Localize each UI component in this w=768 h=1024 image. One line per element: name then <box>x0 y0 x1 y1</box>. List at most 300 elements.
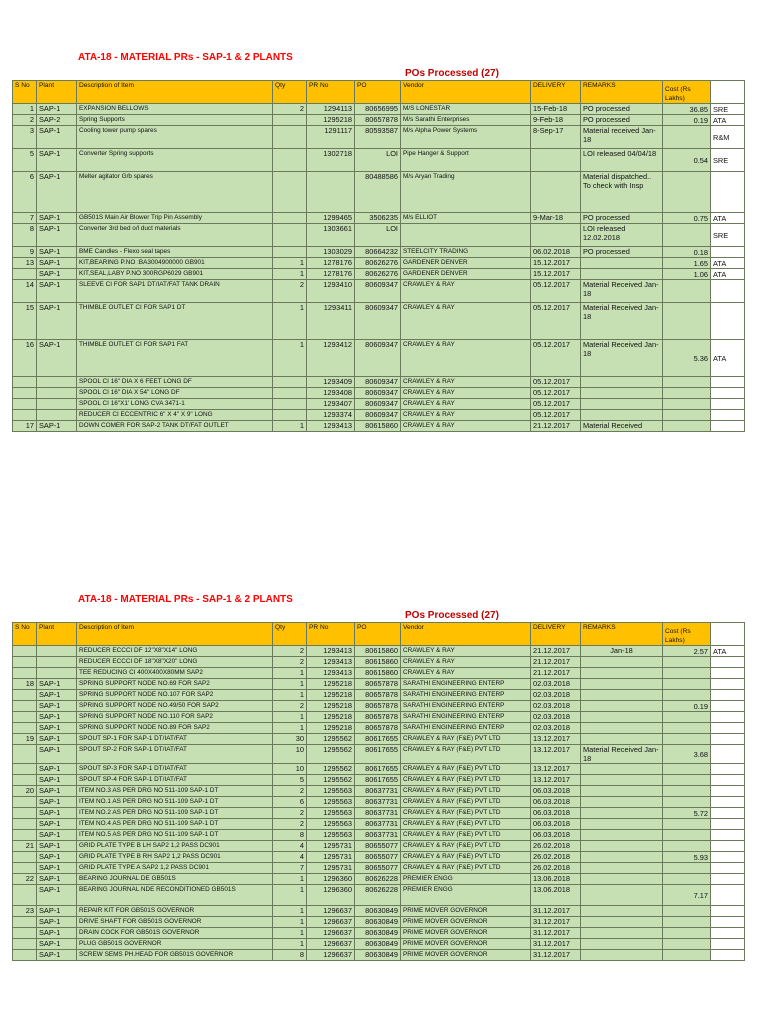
cell-delivery: 05.12.2017 <box>531 303 581 340</box>
cell-po: 80615860 <box>355 657 401 668</box>
cell-qty: 1 <box>273 885 307 906</box>
cell-sno: 14 <box>13 280 37 303</box>
cell-qty: 1 <box>273 723 307 734</box>
cell-remarks: Material received Jan-18 <box>581 126 663 149</box>
cell-qty: 2 <box>273 657 307 668</box>
cell-plant: SAP-1 <box>37 701 77 712</box>
cell-tag <box>711 421 745 432</box>
cell-delivery: 9-Feb-18 <box>531 115 581 126</box>
cell-cost: 0.19 <box>663 701 711 712</box>
cell-pr: 1295562 <box>307 764 355 775</box>
cell-cost <box>663 830 711 841</box>
cell-vendor: PRIME MOVER GOVERNOR <box>401 939 531 950</box>
table-row <box>13 885 745 906</box>
cell-sno: 5 <box>13 149 37 172</box>
cell-pr: 1296637 <box>307 939 355 950</box>
cell-vendor: M/s Aryan Trading <box>401 172 531 213</box>
cell-qty: 2 <box>273 701 307 712</box>
cell-plant: SAP-1 <box>37 723 77 734</box>
cell-pr: 1295563 <box>307 830 355 841</box>
cell-po: 80609347 <box>355 410 401 421</box>
cell-qty: 1 <box>273 679 307 690</box>
cell-plant <box>37 646 77 657</box>
cell-plant: SAP-1 <box>37 819 77 830</box>
cell-sno: 17 <box>13 421 37 432</box>
cell-remarks <box>581 258 663 269</box>
cell-po: 80615860 <box>355 668 401 679</box>
table-body-1 <box>13 104 745 432</box>
cell-pr: 1295731 <box>307 863 355 874</box>
cell-sno: 22 <box>13 874 37 885</box>
col-prno: PR No <box>307 623 355 646</box>
cell-desc: ITEM NO.1 AS PER DRG NO 511-109 SAP-1 DT <box>77 797 273 808</box>
table-row <box>13 657 745 668</box>
table-row <box>13 247 745 258</box>
cell-vendor: M/s Sarathi Enterprises <box>401 115 531 126</box>
page-title: ATA-18 - MATERIAL PRs - SAP-1 & 2 PLANTS <box>78 594 293 605</box>
cell-pr: 1295218 <box>307 701 355 712</box>
cell-plant <box>37 668 77 679</box>
cell-plant <box>37 657 77 668</box>
cell-remarks <box>581 786 663 797</box>
cell-delivery: 21.12.2017 <box>531 421 581 432</box>
cell-tag <box>711 172 745 213</box>
cell-plant: SAP-1 <box>37 775 77 786</box>
cell-cost <box>663 874 711 885</box>
table-row <box>13 928 745 939</box>
cell-remarks <box>581 939 663 950</box>
cell-plant: SAP-1 <box>37 863 77 874</box>
cell-remarks <box>581 797 663 808</box>
cell-tag: ATA <box>711 213 745 224</box>
cell-desc: ITEM NO.4 AS PER DRG NO 511-109 SAP-1 DT <box>77 819 273 830</box>
cell-vendor: CRAWLEY & RAY (F&E) PVT LTD <box>401 786 531 797</box>
cell-plant: SAP-2 <box>37 115 77 126</box>
table-row <box>13 786 745 797</box>
cell-pr: 1293408 <box>307 388 355 399</box>
cell-delivery: 13.12.2017 <box>531 734 581 745</box>
cell-po: 80657878 <box>355 712 401 723</box>
cell-qty: 6 <box>273 797 307 808</box>
table-row <box>13 939 745 950</box>
cell-remarks: LOI released 12.02.2018 <box>581 224 663 247</box>
cell-sno <box>13 830 37 841</box>
col-delivery: DELIVERY <box>531 81 581 104</box>
cell-tag <box>711 657 745 668</box>
cell-remarks <box>581 764 663 775</box>
cell-qty <box>273 377 307 388</box>
cell-plant: SAP-1 <box>37 917 77 928</box>
col-blank <box>711 623 745 646</box>
cell-qty: 2 <box>273 280 307 303</box>
col-po: PO <box>355 623 401 646</box>
cell-tag <box>711 808 745 819</box>
cell-remarks <box>581 928 663 939</box>
cell-po: 80656995 <box>355 104 401 115</box>
cell-desc: KIT,BEARING P.NO :BA3004900000 GB901 <box>77 258 273 269</box>
cell-remarks: PO processed <box>581 104 663 115</box>
cell-po: 80637731 <box>355 797 401 808</box>
cell-po: 80630849 <box>355 917 401 928</box>
cell-remarks <box>581 723 663 734</box>
cell-cost <box>663 657 711 668</box>
page-title: ATA-18 - MATERIAL PRs - SAP-1 & 2 PLANTS <box>78 52 293 63</box>
cell-pr: 1296637 <box>307 950 355 961</box>
cell-remarks <box>581 819 663 830</box>
cell-po: 80657878 <box>355 723 401 734</box>
cell-plant: SAP-1 <box>37 172 77 213</box>
cell-desc: KIT,SEAL,LABY P.NO 300RGP6029 GB901 <box>77 269 273 280</box>
cell-desc: GRID PLATE TYPE B LH SAP2 1,2 PASS DC901 <box>77 841 273 852</box>
cell-delivery: 15.12.2017 <box>531 258 581 269</box>
cell-vendor: CRAWLEY & RAY <box>401 377 531 388</box>
cell-delivery: 26.02.2018 <box>531 841 581 852</box>
cell-remarks: PO processed <box>581 213 663 224</box>
cell-desc: Spring Supports <box>77 115 273 126</box>
cell-po: 80626228 <box>355 874 401 885</box>
cell-vendor: SARATHI ENGINEERING ENTERP <box>401 712 531 723</box>
cell-cost <box>663 679 711 690</box>
cell-cost <box>663 377 711 388</box>
cell-pr: 1294113 <box>307 104 355 115</box>
table-row <box>13 421 745 432</box>
cell-delivery: 06.02.2018 <box>531 247 581 258</box>
cell-delivery: 05.12.2017 <box>531 280 581 303</box>
cell-sno: 20 <box>13 786 37 797</box>
cell-pr: 1278176 <box>307 258 355 269</box>
cell-plant: SAP-1 <box>37 224 77 247</box>
po-table-2 <box>12 622 745 961</box>
cell-desc: PLUG GB501S GOVERNOR <box>77 939 273 950</box>
cell-sno <box>13 950 37 961</box>
cell-sno <box>13 797 37 808</box>
cell-po: 80630849 <box>355 906 401 917</box>
cell-sno <box>13 269 37 280</box>
cell-tag <box>711 280 745 303</box>
cell-pr: 1296360 <box>307 885 355 906</box>
table-body-2 <box>13 646 745 961</box>
cell-qty <box>273 399 307 410</box>
cell-cost: 0.19 <box>663 115 711 126</box>
cell-delivery: 31.12.2017 <box>531 928 581 939</box>
cell-cost <box>663 786 711 797</box>
cell-vendor: STEELCITY TRADING <box>401 247 531 258</box>
cell-delivery: 31.12.2017 <box>531 939 581 950</box>
cell-cost <box>663 126 711 149</box>
cell-cost <box>663 863 711 874</box>
cell-delivery: 06.03.2018 <box>531 797 581 808</box>
cell-desc: GB501S Main Air Blower Trip Pin Assembly <box>77 213 273 224</box>
cell-cost <box>663 939 711 950</box>
cell-qty: 1 <box>273 668 307 679</box>
cell-po: 80617655 <box>355 734 401 745</box>
cell-delivery: 13.06.2018 <box>531 885 581 906</box>
cell-delivery: 02.03.2018 <box>531 679 581 690</box>
col-cost: Cost (Rs Lakhs) <box>663 81 711 104</box>
cell-sno <box>13 745 37 764</box>
table-row <box>13 852 745 863</box>
cell-tag: ATA <box>711 269 745 280</box>
cell-remarks <box>581 734 663 745</box>
cell-pr: 1295562 <box>307 745 355 764</box>
cell-po: 80609347 <box>355 377 401 388</box>
cell-remarks: Material Received Jan-18 <box>581 280 663 303</box>
cell-qty: 1 <box>273 690 307 701</box>
cell-sno: 18 <box>13 679 37 690</box>
cell-remarks <box>581 775 663 786</box>
cell-cost <box>663 421 711 432</box>
cell-po: 80617655 <box>355 745 401 764</box>
cell-desc: SPOOL CI 16" DIA X 54" LONG DF <box>77 388 273 399</box>
cell-plant: SAP-1 <box>37 950 77 961</box>
cell-po: 3506235 <box>355 213 401 224</box>
cell-tag <box>711 679 745 690</box>
cell-plant: SAP-1 <box>37 939 77 950</box>
cell-delivery: 13.12.2017 <box>531 775 581 786</box>
cell-cost: 0.54 <box>663 149 711 172</box>
cell-plant: SAP-1 <box>37 906 77 917</box>
cell-desc: SCREW SEMS PH.HEAD FOR GB501S GOVERNOR <box>77 950 273 961</box>
cell-pr: 1295562 <box>307 734 355 745</box>
cell-qty: 1 <box>273 906 307 917</box>
cell-vendor: PREMIER ENGG <box>401 885 531 906</box>
cell-po: 80609347 <box>355 388 401 399</box>
cell-vendor: GARDENER DENVER <box>401 258 531 269</box>
cell-desc: REDUCER ECCCI DF 18"X8"X20" LONG <box>77 657 273 668</box>
cell-sno: 8 <box>13 224 37 247</box>
cell-qty: 5 <box>273 775 307 786</box>
cell-desc: GRID PLATE TYPE A SAP2 1,2 PASS DC901 <box>77 863 273 874</box>
table-row <box>13 797 745 808</box>
table-row <box>13 950 745 961</box>
cell-sno <box>13 668 37 679</box>
table-row <box>13 830 745 841</box>
cell-tag <box>711 819 745 830</box>
cell-remarks <box>581 885 663 906</box>
cell-sno <box>13 764 37 775</box>
cell-tag: SRE <box>711 149 745 172</box>
cell-vendor: PREMIER ENGG <box>401 874 531 885</box>
col-desc: Description of Item <box>77 623 273 646</box>
cell-tag: SRE <box>711 104 745 115</box>
cell-vendor: M/s ELLIOT <box>401 213 531 224</box>
cell-qty: 1 <box>273 874 307 885</box>
cell-cost <box>663 303 711 340</box>
col-vendor: Vendor <box>401 623 531 646</box>
table-row <box>13 819 745 830</box>
cell-pr: 1295563 <box>307 786 355 797</box>
cell-sno <box>13 410 37 421</box>
table-row <box>13 874 745 885</box>
cell-delivery: 05.12.2017 <box>531 399 581 410</box>
cell-tag <box>711 885 745 906</box>
table-row <box>13 269 745 280</box>
cell-delivery: 13.06.2018 <box>531 874 581 885</box>
col-remarks: REMARKS <box>581 623 663 646</box>
cell-po: 80626276 <box>355 269 401 280</box>
cell-vendor: CRAWLEY & RAY (F&E) PVT LTD <box>401 808 531 819</box>
cell-po: 80637731 <box>355 786 401 797</box>
col-remarks: REMARKS <box>581 81 663 104</box>
cell-plant: SAP-1 <box>37 928 77 939</box>
cell-plant <box>37 388 77 399</box>
col-po: PO <box>355 81 401 104</box>
cell-cost <box>663 906 711 917</box>
cell-remarks: PO processed <box>581 247 663 258</box>
cell-remarks <box>581 917 663 928</box>
cell-qty <box>273 172 307 213</box>
cell-vendor: CRAWLEY & RAY <box>401 399 531 410</box>
table-row <box>13 303 745 340</box>
cell-tag <box>711 863 745 874</box>
cell-vendor: CRAWLEY & RAY <box>401 646 531 657</box>
table-row <box>13 410 745 421</box>
cell-vendor: M/s Alpha Power Systems <box>401 126 531 149</box>
cell-pr: 1293407 <box>307 399 355 410</box>
cell-plant: SAP-1 <box>37 852 77 863</box>
cell-plant: SAP-1 <box>37 874 77 885</box>
cell-tag <box>711 399 745 410</box>
cell-tag: ATA <box>711 646 745 657</box>
cell-delivery: 8-Sep-17 <box>531 126 581 149</box>
cell-delivery: 15-Feb-18 <box>531 104 581 115</box>
cell-sno: 2 <box>13 115 37 126</box>
col-desc: Description of Item <box>77 81 273 104</box>
cell-cost <box>663 388 711 399</box>
cell-tag: SRE <box>711 224 745 247</box>
cell-pr: 1295218 <box>307 690 355 701</box>
cell-po: 80657878 <box>355 679 401 690</box>
cell-remarks <box>581 657 663 668</box>
cell-po: 80637731 <box>355 819 401 830</box>
cell-sno: 9 <box>13 247 37 258</box>
cell-sno <box>13 939 37 950</box>
cell-desc: SPOOL CI 16" DIA X 6 FEET LONG DF <box>77 377 273 388</box>
cell-pr: 1295563 <box>307 819 355 830</box>
cell-vendor: CRAWLEY & RAY (F&E) PVT LTD <box>401 734 531 745</box>
cell-pr: 1293413 <box>307 421 355 432</box>
cell-vendor: SARATHI ENGINEERING ENTERP <box>401 723 531 734</box>
table-row <box>13 764 745 775</box>
table-row <box>13 399 745 410</box>
cell-pr: 1299465 <box>307 213 355 224</box>
cell-pr: 1296360 <box>307 874 355 885</box>
cell-plant: SAP-1 <box>37 340 77 377</box>
cell-qty: 10 <box>273 745 307 764</box>
cell-plant: SAP-1 <box>37 269 77 280</box>
cell-remarks <box>581 388 663 399</box>
cell-desc: BME Candles - Flexo seal tapes <box>77 247 273 258</box>
cell-plant: SAP-1 <box>37 690 77 701</box>
cell-qty: 1 <box>273 712 307 723</box>
cell-tag <box>711 786 745 797</box>
cell-pr: 1296637 <box>307 906 355 917</box>
cell-tag: R&M <box>711 126 745 149</box>
cell-delivery: 06.03.2018 <box>531 808 581 819</box>
table-row <box>13 258 745 269</box>
cell-cost: 0.18 <box>663 247 711 258</box>
cell-po: 80655077 <box>355 852 401 863</box>
cell-pr: 1303029 <box>307 247 355 258</box>
cell-delivery: 31.12.2017 <box>531 950 581 961</box>
cell-desc: DOWN COMER FOR SAP-2 TANK DT/FAT OUTLET <box>77 421 273 432</box>
cell-sno <box>13 808 37 819</box>
cell-sno <box>13 690 37 701</box>
cell-po: 80657878 <box>355 701 401 712</box>
cell-po: 80637731 <box>355 830 401 841</box>
cell-remarks: PO processed <box>581 115 663 126</box>
cell-pr: 1295218 <box>307 115 355 126</box>
cell-remarks: Jan-18 <box>581 646 663 657</box>
cell-remarks <box>581 874 663 885</box>
cell-plant <box>37 377 77 388</box>
table-row <box>13 224 745 247</box>
cell-cost <box>663 712 711 723</box>
cell-desc: SPOUT SP-2 FOR SAP-1 DT/IAT/FAT <box>77 745 273 764</box>
cell-sno <box>13 701 37 712</box>
cell-sno <box>13 712 37 723</box>
cell-cost: 1.65 <box>663 258 711 269</box>
table-header-row <box>13 623 745 646</box>
cell-tag <box>711 377 745 388</box>
col-qty: Qty <box>273 81 307 104</box>
cell-qty <box>273 410 307 421</box>
cell-pr: 1278176 <box>307 269 355 280</box>
cell-vendor: CRAWLEY & RAY (F&E) PVT LTD <box>401 797 531 808</box>
cell-sno <box>13 723 37 734</box>
cell-remarks <box>581 852 663 863</box>
cell-qty <box>273 115 307 126</box>
cell-qty: 8 <box>273 950 307 961</box>
cell-remarks <box>581 679 663 690</box>
cell-delivery: 31.12.2017 <box>531 917 581 928</box>
cell-po: 80664232 <box>355 247 401 258</box>
cell-desc: DRIVE SHAFT FOR GB501S GOVERNOR <box>77 917 273 928</box>
cell-desc: Cooling tower pump spares <box>77 126 273 149</box>
cell-desc: ITEM NO.2 AS PER DRG NO 511-109 SAP-1 DT <box>77 808 273 819</box>
cell-po: LOI <box>355 149 401 172</box>
cell-delivery: 21.12.2017 <box>531 657 581 668</box>
table-row <box>13 775 745 786</box>
cell-cost <box>663 410 711 421</box>
cell-qty: 30 <box>273 734 307 745</box>
cell-desc: SPRING SUPPORT NODE NO.110 FOR SAP2 <box>77 712 273 723</box>
cell-remarks <box>581 830 663 841</box>
table-row <box>13 172 745 213</box>
col-plant: Plant <box>37 623 77 646</box>
cell-delivery: 21.12.2017 <box>531 668 581 679</box>
cell-desc: ITEM NO.3 AS PER DRG NO 511-109 SAP-1 DT <box>77 786 273 797</box>
cell-cost <box>663 917 711 928</box>
col-delivery: DELIVERY <box>531 623 581 646</box>
cell-cost <box>663 280 711 303</box>
cell-pr: 1295731 <box>307 841 355 852</box>
table-row <box>13 808 745 819</box>
cell-tag <box>711 764 745 775</box>
cell-po: 80593587 <box>355 126 401 149</box>
cell-tag <box>711 906 745 917</box>
cell-vendor: M/S LONESTAR <box>401 104 531 115</box>
cell-vendor: PRIME MOVER GOVERNOR <box>401 950 531 961</box>
cell-sno: 21 <box>13 841 37 852</box>
cell-desc: SLEEVE CI FOR SAP1 DT/IAT/FAT TANK DRAIN <box>77 280 273 303</box>
cell-vendor: Pipe Hanger & Support <box>401 149 531 172</box>
cell-desc: BEARING JOURNAL DE GB501S <box>77 874 273 885</box>
cell-po: 80617655 <box>355 775 401 786</box>
cell-plant: SAP-1 <box>37 247 77 258</box>
cell-sno <box>13 885 37 906</box>
cell-qty: 2 <box>273 646 307 657</box>
